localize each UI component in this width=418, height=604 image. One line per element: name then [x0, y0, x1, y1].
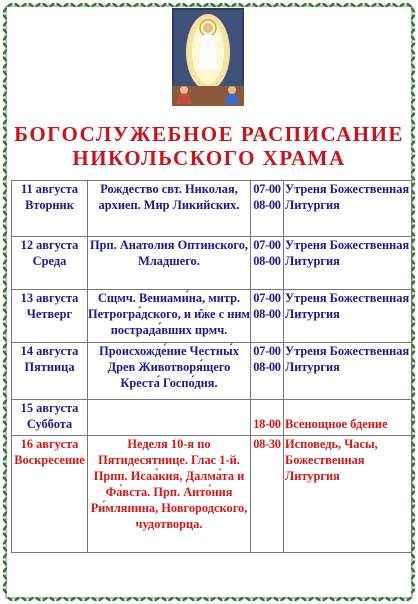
- services-cell: Утреня Божественная Литургия: [284, 237, 412, 290]
- date-cell: [12, 343, 88, 400]
- services-cell: Утреня Божественная Литургия: [284, 290, 412, 343]
- time-cell: [251, 343, 284, 400]
- weekday-label: Пятница: [24, 360, 75, 374]
- event-cell: Рождество свт. Николая, архиеп. Мир Ликийских.: [88, 181, 251, 237]
- services-cell: Утреня Божественная Литургия: [284, 181, 412, 237]
- table-row: [12, 237, 412, 290]
- date-label: 13 августа: [20, 291, 79, 305]
- event-cell: Происхожде́ние Честны́х Древ Животворя́щего Креста́ Госпо́дня.: [88, 343, 251, 400]
- date-cell: [12, 237, 88, 290]
- services-label: Всенощное бдение: [285, 417, 388, 431]
- table-row: [12, 436, 412, 553]
- services-cell: Исповедь, Часы, Божественная Литургия: [284, 436, 412, 553]
- date-label: 11 августа: [20, 182, 79, 196]
- weekday-label: Среда: [32, 254, 67, 268]
- time-label: 08-00: [253, 360, 281, 374]
- time-label: 07-00: [253, 344, 281, 358]
- time-label: 08-00: [253, 307, 281, 321]
- date-label: 14 августа: [20, 344, 79, 358]
- resurrection-icon: [172, 8, 244, 106]
- page-title-line1: БОГОСЛУЖЕБНОЕ РАСПИСАНИЕ: [14, 122, 404, 146]
- date-cell: [12, 290, 88, 343]
- schedule-table: [11, 180, 412, 553]
- time-label: 08-30: [253, 437, 281, 451]
- time-cell: [251, 181, 284, 237]
- weekday-label: Четверг: [26, 307, 73, 321]
- event-cell: Прп. Анатолия Оптинского, Младшего.: [88, 237, 251, 290]
- time-cell: [251, 400, 284, 436]
- event-cell: [88, 400, 251, 436]
- event-cell: Неделя 10-я по Пятидесятнице. Глас 1-й. Прпп. Исаа́кия, Далма́та и Фа́вста. Прп. Анто́ния Ри́млянина, Новгородского, чудотворца.: [88, 436, 251, 553]
- table-row: [12, 400, 412, 436]
- table-row: [12, 181, 412, 237]
- date-cell: [12, 436, 88, 553]
- time-cell: [251, 237, 284, 290]
- time-cell: [251, 290, 284, 343]
- time-label: 07-00: [253, 238, 281, 252]
- date-label: 12 августа: [20, 238, 79, 252]
- time-label: 07-00: [253, 291, 281, 305]
- event-cell: Сщмч. Вениами́на, митр. Петрогра́дского, и и̂же с ним пострада́вших прмч.: [88, 290, 251, 343]
- date-label: 16 августа: [20, 437, 79, 451]
- time-label: 08-00: [253, 254, 281, 268]
- time-label: 18-00: [253, 417, 281, 431]
- page-title-line2: НИКОЛЬСКОГО ХРАМА: [72, 146, 346, 170]
- table-row: [12, 343, 412, 400]
- weekday-label: Вторник: [25, 198, 74, 212]
- date-cell: [12, 400, 88, 436]
- weekday-label: Воскресение: [14, 453, 85, 467]
- services-cell: Утреня Божественная Литургия: [284, 343, 412, 400]
- weekday-label: Суббота: [26, 417, 73, 431]
- date-label: 15 августа: [20, 401, 79, 415]
- time-cell: [251, 436, 284, 553]
- table-row: [12, 290, 412, 343]
- services-cell: [284, 400, 412, 436]
- date-cell: [12, 181, 88, 237]
- time-label: 08-00: [253, 198, 281, 212]
- time-label: [251, 400, 283, 416]
- time-label: 07-00: [253, 182, 281, 196]
